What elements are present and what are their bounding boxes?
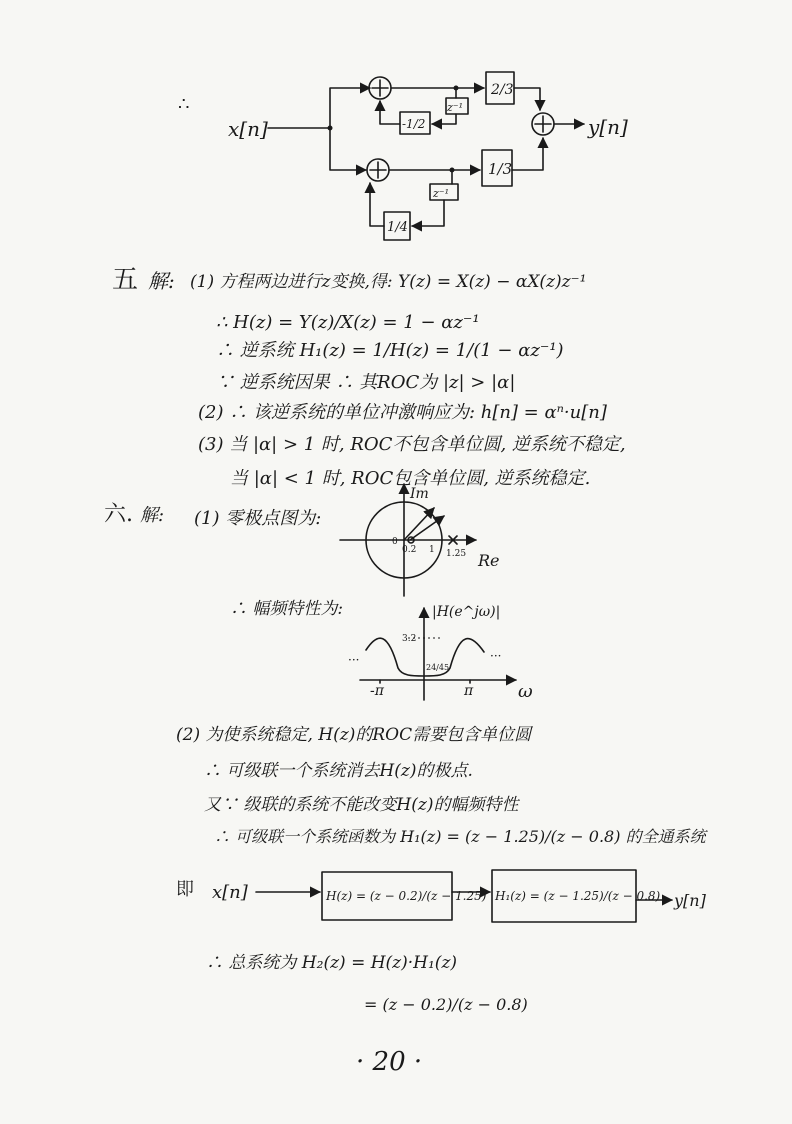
top-delay-label: z⁻¹	[447, 101, 464, 114]
section-5-line-7: 当 |α| < 1 时, ROC包含单位圆, 逆系统稳定.	[230, 468, 591, 489]
cascade-input: x[n]	[212, 882, 248, 903]
cascade-box-2-label: H₁(z) = (z − 1.25)/(z − 0.8)	[495, 889, 661, 903]
section-6-label: 解:	[140, 505, 165, 526]
section-5	[112, 265, 626, 489]
section-5-line-5: (2) ∴ 该逆系统的单位冲激响应为: h[n] = αⁿ·u[n]	[198, 402, 607, 423]
section-6-line-9: ∴ 可级联一个系统消去H(z)的极点.	[204, 761, 473, 781]
neg-pi-label: -π	[370, 683, 384, 699]
im-axis-label: Im	[410, 486, 429, 502]
magnitude-plot	[348, 604, 533, 702]
dots-right: ···	[490, 649, 502, 663]
omega-label: ω	[518, 681, 533, 702]
bottom-branch-wire	[330, 128, 366, 170]
bottom-feedback-label: 1/4	[387, 220, 408, 235]
vector-1	[404, 508, 434, 540]
pi-label: π	[464, 683, 474, 699]
magnitude-min-label: 24/45	[426, 663, 450, 672]
diagram-input-label: x[n]	[228, 117, 268, 141]
re-axis-label: Re	[478, 551, 500, 570]
cascade-diagram	[176, 870, 707, 922]
section-5-line-3: ∴ 逆系统 H₁(z) = 1/H(z) = 1/(1 − αz⁻¹)	[216, 340, 564, 361]
origin-label: 0	[392, 537, 398, 547]
magnitude-curve	[366, 638, 484, 676]
pole-value-label: 1.25	[446, 549, 467, 559]
block-diagram	[178, 72, 628, 240]
bottom-gain-label: 1/3	[488, 160, 513, 178]
pole-zero-title: (1) 零极点图为:	[194, 508, 322, 529]
magnitude-intro: ∴ 幅频特性为:	[230, 599, 344, 619]
magnitude-max-label: 3.2	[402, 634, 417, 644]
dots-left: ···	[348, 653, 360, 667]
cascade-output: y[n]	[674, 891, 706, 910]
therefore-symbol: ∴	[178, 94, 190, 115]
section-5-line-4: ∵ 逆系统因果 ∴ 其ROC为 |z| > |α|	[216, 372, 516, 393]
section-5-heading: 五	[112, 265, 139, 295]
total-line-2: = (z − 0.2)/(z − 0.8)	[364, 995, 528, 1014]
section-5-line-6: (3) 当 |α| > 1 时, ROC不包含单位圆, 逆系统不稳定,	[198, 434, 626, 455]
section-5-line-1: (1) 方程两边进行z变换,得: Y(z) = X(z) − αX(z)z⁻¹	[190, 272, 587, 292]
section-5-label: 解:	[148, 269, 175, 293]
pole-zero-plot	[340, 484, 500, 596]
bottom-delay-label: z⁻¹	[433, 187, 450, 200]
section-6-line-10: 又∵ 级联的系统不能改变H(z)的幅频特性	[204, 795, 519, 815]
top-feedback-label: -1/2	[402, 117, 426, 131]
page-number: · 20 ·	[356, 1047, 423, 1077]
section-6-line-8: (2) 为使系统稳定, H(z)的ROC需要包含单位圆	[176, 725, 532, 745]
zero-value-label: 0.2	[402, 545, 417, 555]
section-6	[104, 484, 709, 1014]
section-5-line-2: ∴ H(z) = Y(z)/X(z) = 1 − αz⁻¹	[216, 312, 480, 333]
cascade-box-1-label: H(z) = (z − 0.2)/(z − 1.25)	[326, 889, 487, 903]
magnitude-axis-label: |H(e^jω)|	[432, 604, 501, 620]
total-line-1: ∴ 总系统为 H₂(z) = H(z)·H₁(z)	[206, 953, 458, 973]
top-branch-wire	[330, 88, 370, 128]
top-gain-label: 2/3	[491, 82, 514, 98]
unit-label: 1	[429, 545, 435, 555]
cascade-prefix: 即	[176, 879, 194, 900]
section-6-line-11: ∴ 可级联一个系统函数为 H₁(z) = (z − 1.25)/(z − 0.8) 的全通系统	[214, 827, 706, 846]
diagram-output-label: y[n]	[588, 115, 628, 139]
section-6-heading: 六.	[104, 502, 133, 527]
